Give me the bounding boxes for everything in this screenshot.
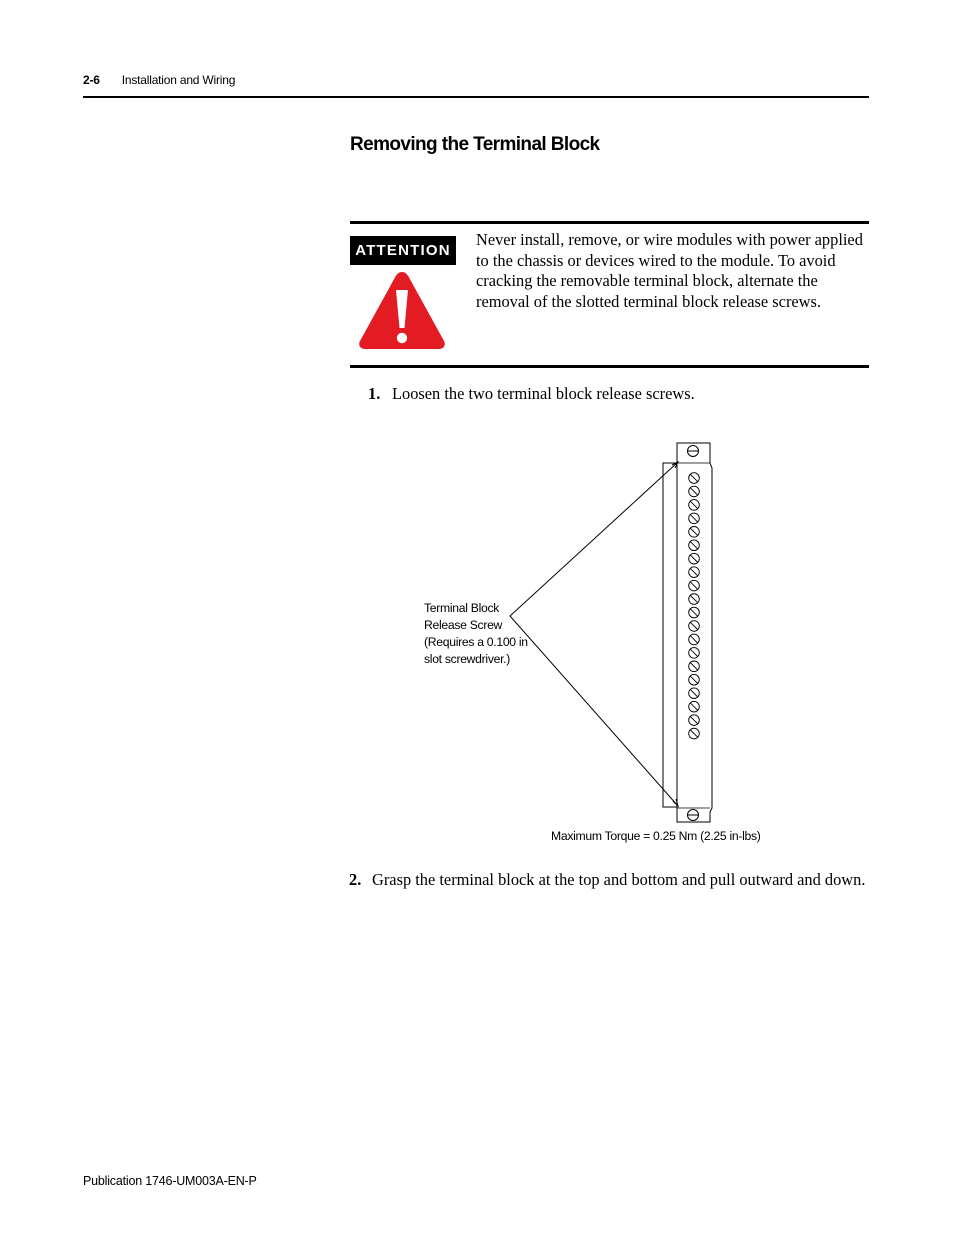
terminal-screw — [689, 607, 700, 618]
terminal-screw — [689, 674, 700, 685]
terminal-screw — [689, 661, 700, 672]
chapter-title: Installation and Wiring — [121, 73, 236, 87]
attention-rule-bottom — [350, 365, 869, 368]
step-1-number: 1. — [368, 384, 381, 403]
terminal-screw — [689, 580, 700, 591]
step-2 — [349, 870, 869, 891]
terminal-screw — [689, 688, 700, 699]
callout-line-3: (Requires a 0.100 in — [424, 635, 528, 649]
page-header — [83, 73, 235, 87]
terminal-screw — [689, 701, 700, 712]
bottom-release-screw — [688, 810, 699, 821]
step-2-number: 2. — [349, 870, 362, 889]
terminal-screw — [689, 486, 700, 497]
header-rule — [83, 96, 869, 98]
attention-badge: ATTENTION — [350, 236, 456, 265]
callout-line-4: slot screwdriver.) — [424, 652, 511, 666]
terminal-screw — [689, 634, 700, 645]
module-edge — [663, 463, 677, 807]
step-1-text: Loosen the two terminal block release screws. — [392, 384, 695, 403]
terminal-screw — [689, 728, 700, 739]
terminal-screw — [689, 500, 700, 511]
section-title: Removing the Terminal Block — [350, 134, 600, 155]
terminal-screw — [689, 621, 700, 632]
release-screw-callout — [424, 600, 528, 668]
torque-note: Maximum Torque = 0.25 Nm (2.25 in-lbs) — [551, 829, 761, 843]
terminal-screw — [689, 648, 700, 659]
terminal-screw — [689, 594, 700, 605]
terminal-screw — [689, 513, 700, 524]
terminal-screw — [689, 527, 700, 538]
top-release-screw — [688, 446, 699, 457]
terminal-screw — [689, 715, 700, 726]
attention-rule-top — [350, 221, 869, 224]
terminal-screw — [689, 540, 700, 551]
callout-line-2: Release Screw — [424, 618, 503, 632]
callout-line-1: Terminal Block — [424, 601, 500, 615]
terminal-screw — [689, 553, 700, 564]
publication-footer: Publication 1746-UM003A-EN-P — [83, 1174, 257, 1188]
terminal-screw — [689, 567, 700, 578]
terminal-screw — [689, 473, 700, 484]
callout-leader — [510, 462, 678, 806]
attention-text: Never install, remove, or wire modules with power applied to the chassis or devices wired to the module. To avoid cracking the removable terminal block, alternate the removal of the slotted terminal block release screws. — [476, 230, 863, 311]
step-2-text: Grasp the terminal block at the top and bottom and pull outward and down. — [372, 870, 866, 889]
page-number: 2-6 — [83, 73, 100, 87]
warning-triangle-icon — [356, 268, 448, 352]
